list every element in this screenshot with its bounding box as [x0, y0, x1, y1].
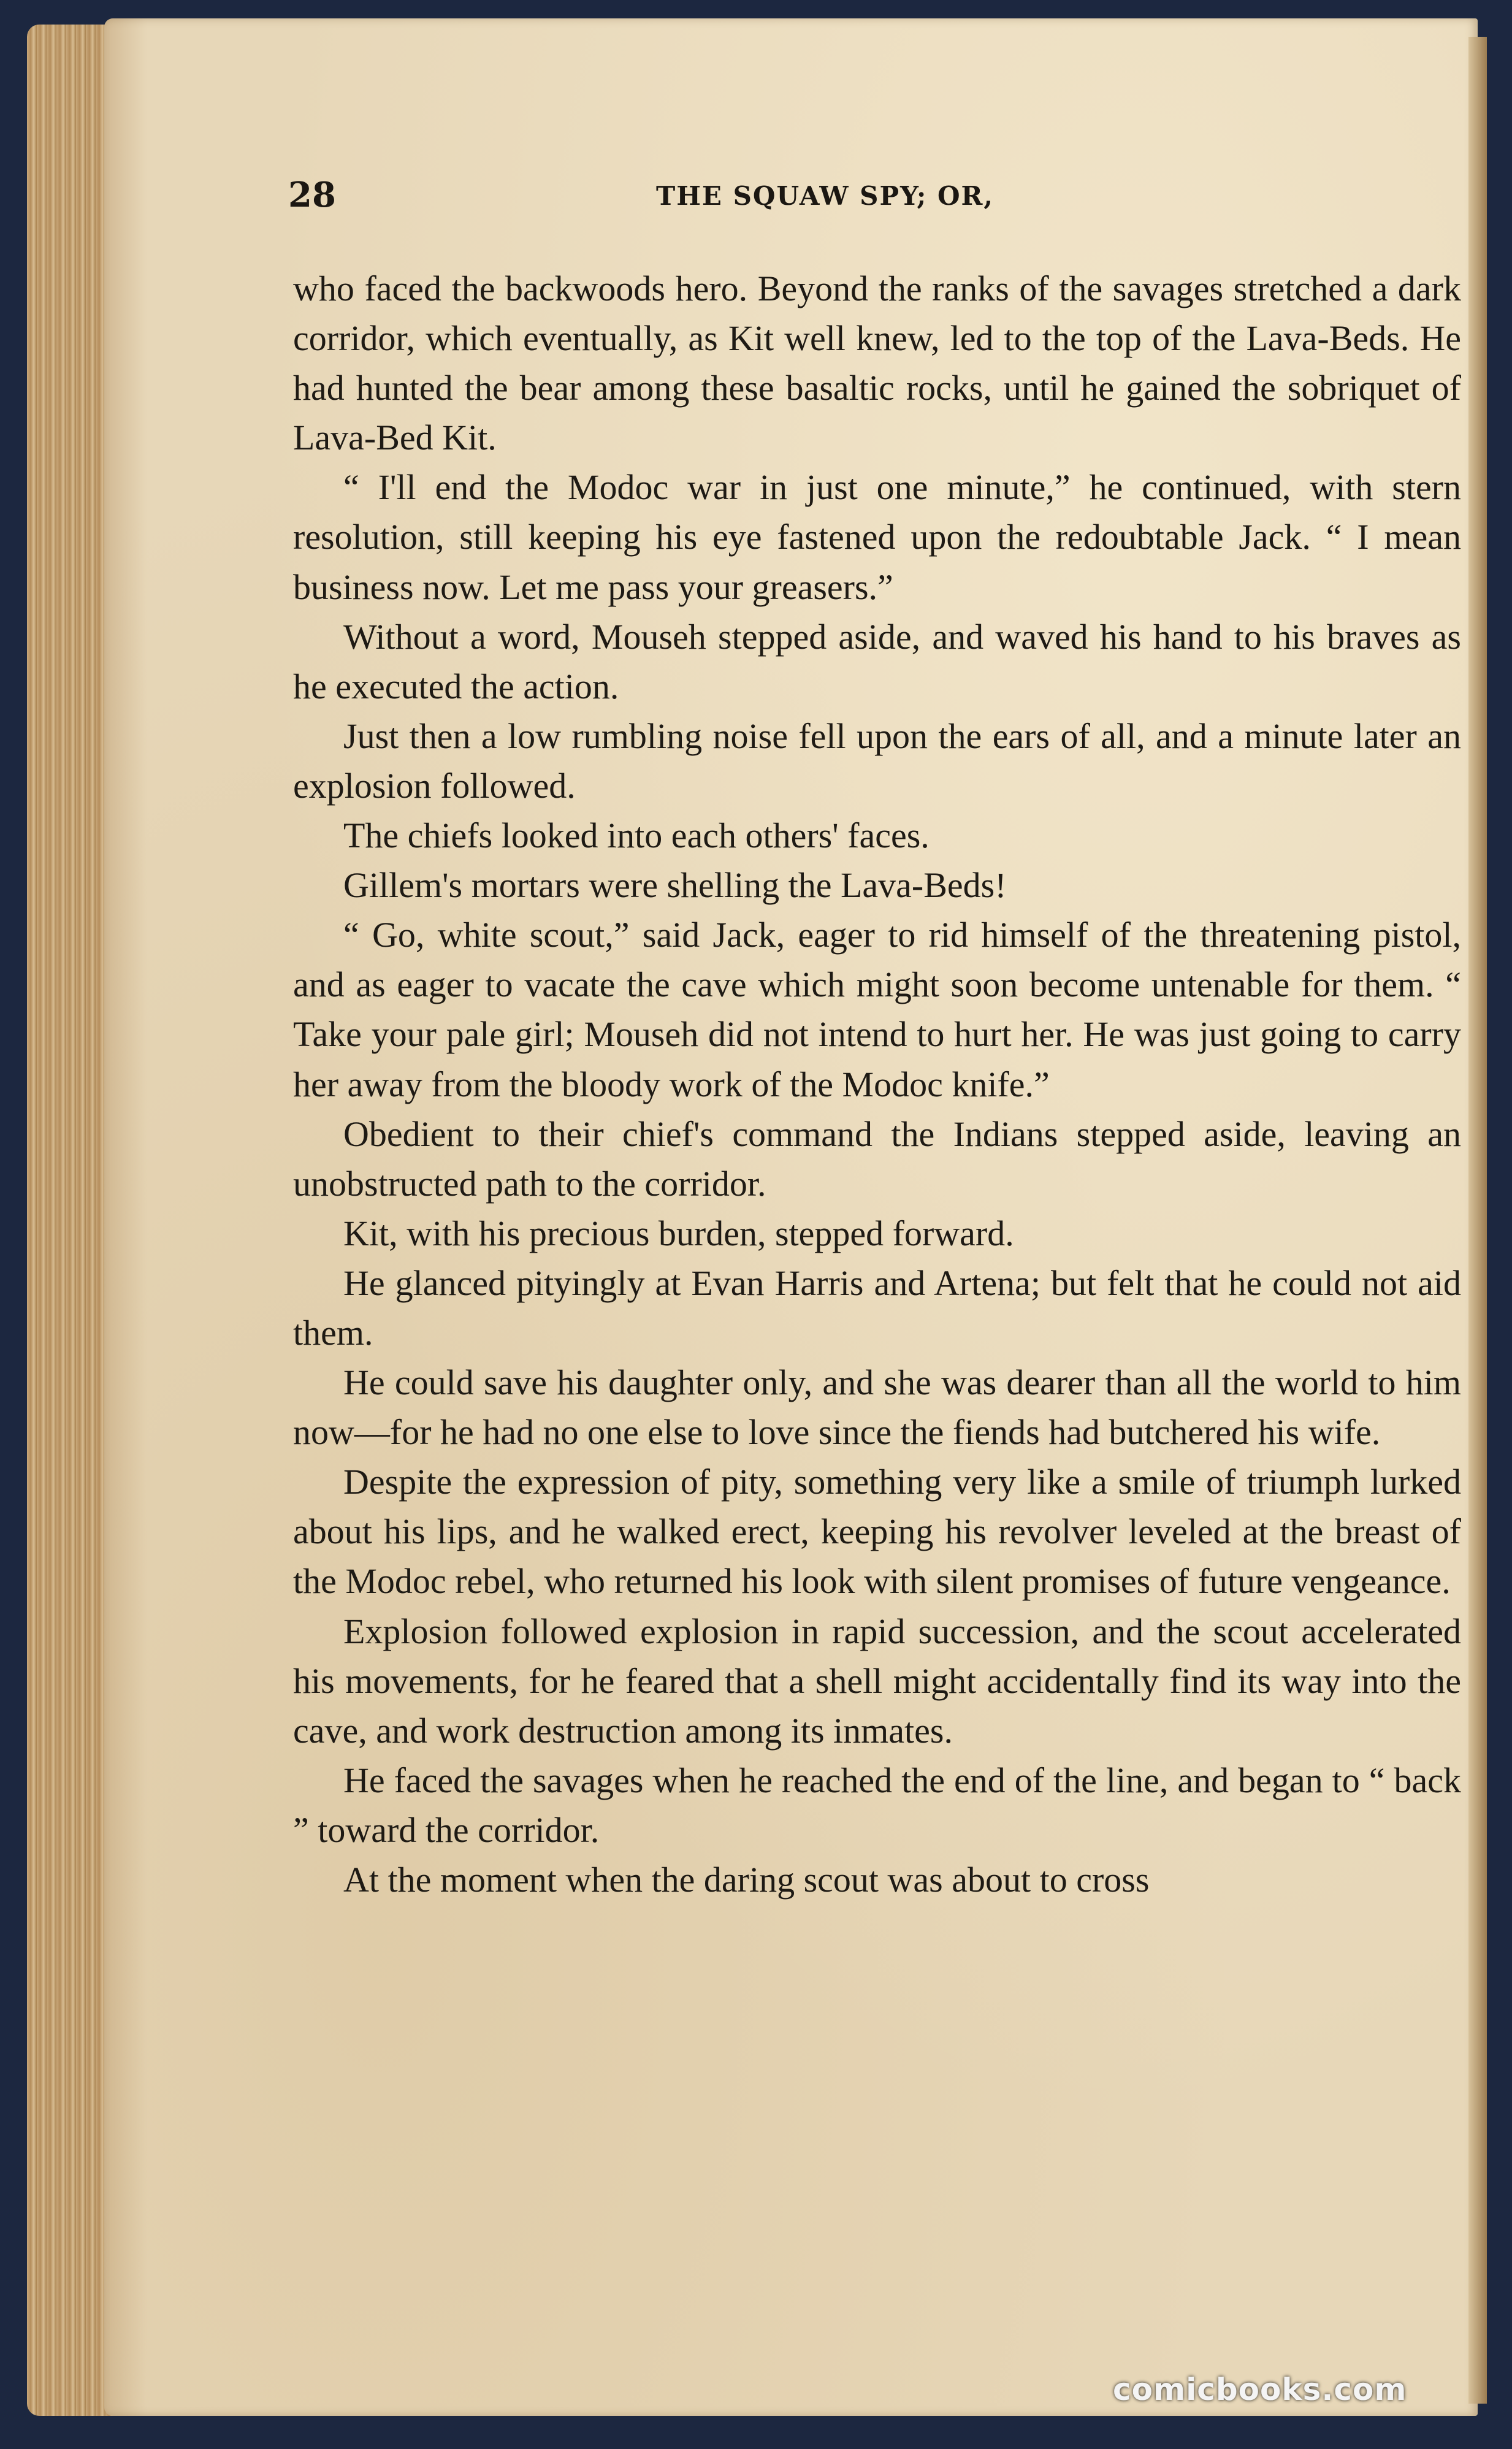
paragraph: Kit, with his precious burden, stepped forward. — [343, 1213, 1014, 1253]
running-head — [288, 175, 1453, 224]
paragraph: He could save his daughter only, and she was dearer than all the world to him now—for he had no one else to love since the fiends had butchered his wife. — [293, 1362, 1461, 1453]
paragraph: who faced the backwoods hero. Beyond the ranks of the savages stretched a dark corridor, which eventually, as Kit well knew, led to the top of the Lava-Beds. He had hunted the bear among these basaltic rocks, until he gained the sobriquet of Lava-Bed Kit. — [293, 269, 1461, 458]
page-number: 28 — [288, 175, 336, 215]
paragraph: The chiefs looked into each others' faces. — [343, 816, 930, 856]
paragraph: Despite the expression of pity, something very like a smile of triumph lurked about his lips, and he walked erect, keeping his revolver leveled at the breast of the Modoc rebel, who returned his look with silent promises of future vengeance. — [293, 1462, 1461, 1602]
body-text — [293, 264, 1461, 1905]
paragraph: “ I'll end the Modoc war in just one minute,” he continued, with stern resolution, still keeping his eye fastened upon the redoubtable Jack. “ I mean business now. Let me pass your greasers.” — [293, 467, 1461, 607]
paragraph: He faced the savages when he reached the end of the line, and began to “ back ” toward the corridor. — [293, 1760, 1461, 1850]
paragraph: He glanced pityingly at Evan Harris and Artena; but felt that he could not aid them. — [293, 1263, 1461, 1353]
site-watermark: comicbooks.com — [1113, 2372, 1407, 2407]
running-title: THE SQUAW SPY; OR, — [656, 181, 995, 211]
paragraph: At the moment when the daring scout was about to cross — [343, 1860, 1150, 1900]
paragraph: Gillem's mortars were shelling the Lava-Beds! — [343, 865, 1007, 906]
paragraph: Just then a low rumbling noise fell upon the ears of all, and a minute later an explosion followed. — [293, 716, 1461, 806]
paragraph: Obedient to their chief's command the Indians stepped aside, leaving an unobstructed path to the corridor. — [293, 1114, 1461, 1204]
paragraph: Without a word, Mouseh stepped aside, and waved his hand to his braves as he executed the action. — [293, 616, 1461, 706]
paragraph: Explosion followed explosion in rapid succession, and the scout accelerated his movements, for he feared that a shell might accidentally find its way into the cave, and work destruction among its inmates. — [293, 1611, 1461, 1751]
page-gutter-shadow — [1468, 37, 1487, 2404]
paragraph: “ Go, white scout,” said Jack, eager to rid himself of the threatening pistol, and as eager to vacate the cave which might soon become untenable for them. “ Take your pale girl; Mouseh did not intend to hurt her. He was just going to carry her away from the bloody work of the Modoc knife.” — [293, 915, 1461, 1104]
